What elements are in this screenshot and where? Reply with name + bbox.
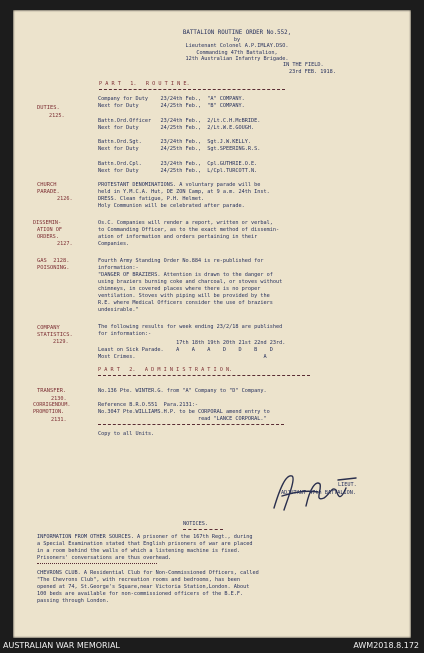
duty-row: Next for Duty 24/25th Feb., 2/Lt.W.E.GOUGH. <box>98 125 255 131</box>
notices-heading: NOTICES. <box>183 521 208 527</box>
church-line: DRESS. Clean fatigue, P.H. Helmet. <box>98 196 205 202</box>
notice-info-line: INFORMATION FROM OTHER SOURCES. A prisoner of the 167th Regt., during <box>37 534 253 540</box>
dissemination-number: 2127. <box>57 241 73 247</box>
gas-line: ventilation. Stoves with piping will be provided by the <box>98 293 270 299</box>
archive-source: AUSTRALIAN WAR MEMORIAL <box>3 641 120 650</box>
corrigendum-line: read "LANCE CORPORAL." <box>98 416 267 422</box>
duty-row: Next for Duty 24/25th Feb., "B" COMPANY. <box>98 103 245 109</box>
gas-label: POISONING. <box>37 265 70 271</box>
statistics-crimes: Most Crimes. A <box>98 354 267 360</box>
notice-chevrons-line: opened at 74, St.George's Square,near Victoria Station,London. About <box>37 584 250 590</box>
duty-row: Battn.Ord.Officer 23/24th Feb., 2/Lt.C.H.McBRIDE. <box>98 118 261 124</box>
notice-info-line: a Special Examination stated that English prisoners of war are placed <box>37 541 253 547</box>
notice-chevrons-line: "The Chevrons Club", with recreation rooms and bedrooms, has been <box>37 577 241 583</box>
statistics-label: COMPANY <box>37 325 60 331</box>
church-label: PARADE. <box>37 189 60 195</box>
statistics-line: for information:- <box>98 331 152 337</box>
gas-line: information:- <box>98 265 139 271</box>
dissemination-line: Os.C. Companies will render a report, written or verbal, <box>98 220 273 226</box>
commanding-officer: Lieutenant Colonel A.P.IMLAY.DSO. <box>185 43 289 49</box>
dissemination-line: to Commanding Officer, as to the exact method of dissemin- <box>98 227 280 233</box>
church-number: 2126. <box>57 196 73 202</box>
duties-number: 2125. <box>49 113 65 119</box>
church-label: CHURCH <box>37 182 57 188</box>
dissemination-line: ation of information and orders pertaining in their <box>98 234 258 240</box>
archive-footer <box>0 638 424 653</box>
part2-underline <box>98 375 310 376</box>
gas-line: Fourth Army Standing Order No.884 is re-published for <box>98 258 264 264</box>
statistics-days: 17th 18th 19th 20th 21st 22nd 23rd. <box>98 340 286 346</box>
brigade-line: 12th Australian Infantry Brigade. <box>185 56 289 62</box>
corrigendum-number: 2131. <box>51 417 67 423</box>
section-divider <box>98 424 284 425</box>
corrigendum-label: CORRIGENDUM. <box>33 402 71 408</box>
part1-underline <box>99 89 285 90</box>
gas-label: GAS 2128. <box>37 258 70 264</box>
notice-info-line: in a room behind the walls of which a listening machine is fixed. <box>37 548 241 554</box>
duties-label: DUTIES. <box>37 105 60 111</box>
statistics-number: 2129. <box>53 339 69 345</box>
archive-id: AWM2018.8.172 <box>353 641 419 650</box>
transfer-number: 2130. <box>51 396 67 402</box>
signature-title: ADJUTANT 47th BATTALION. <box>281 490 356 496</box>
notice-chevrons-line: passing through London. <box>37 598 109 604</box>
transfer-line: No.136 Pte. WINTER.G. from "A" Company to "D" Company. <box>98 388 267 394</box>
dissemination-label: ORDERS. <box>37 234 59 240</box>
gas-line: R.E. where Medical Officers consider the use of braziers <box>98 300 273 306</box>
statistics-line: The following results for week ending 23/2/18 are published <box>98 324 283 330</box>
copy-line: Copy to all Units. <box>98 431 155 437</box>
duty-row: Company for Duty 23/24th Feb., "A" COMPANY. <box>98 96 245 102</box>
signature-rank: LIEUT. <box>338 482 357 488</box>
dissemination-label: DISSEMIN- <box>33 220 62 226</box>
notice-chevrons-line: 100 beds are available for non-commissioned officers of the B.E.F. <box>37 591 244 597</box>
corrigendum-line: No.3047 Pte.WILLIAMS.H.P. to be CORPORAL amend entry to <box>98 409 270 415</box>
notices-separator <box>37 563 157 564</box>
order-by: by <box>233 37 241 43</box>
place-line: IN THE FIELD. <box>283 62 324 68</box>
notice-info-line: Prisoners' conversations are thus overhead. <box>37 555 172 561</box>
part2-heading: P A R T 2. A D M I N I S T R A T I O N. <box>98 367 233 373</box>
statistics-label: STATISTICS. <box>37 332 73 338</box>
part1-heading: P A R T 1. R O U T I N E. <box>99 81 190 87</box>
promotion-label: PROMOTION. <box>33 409 65 415</box>
church-line: Holy Communion will be celebrated after parade. <box>98 203 245 209</box>
gas-line: undesirable." <box>98 307 139 313</box>
gas-line: using braziers burning coke and charcoal, or stoves without <box>98 279 283 285</box>
notice-chevrons-line: CHEVRONS CLUB. A Residential Club for Non-Commissioned Officers, called <box>37 570 259 576</box>
statistics-sick-parade: Least on Sick Parade. A A A D D B D <box>98 347 273 353</box>
gas-line: "DANGER OF BRAZIERS. Attention is drawn to the danger of <box>98 272 273 278</box>
church-line: held in Y.M.C.A. Hut, DE ZON Camp, at 9 a.m. 24th Inst. <box>98 189 270 195</box>
date-line: 23rd FEB. 1918. <box>289 69 336 75</box>
dissemination-line: Companies. <box>98 241 130 247</box>
duty-row: Next for Duty 24/25th Feb., Sgt.SPEERING.R.S. <box>98 146 261 152</box>
church-line: PROTESTANT DENOMINATIONS. A voluntary parade will be <box>98 182 261 188</box>
duty-row: Battn.Ord.Sgt. 23/24th Feb., Sgt.J.W.KELLY. <box>98 139 252 145</box>
gas-line: chimneys, in covered places where there is no proper <box>98 286 261 292</box>
notices-underline <box>183 529 223 530</box>
transfer-label: TRANSFER. <box>37 388 67 394</box>
duty-row: Next for Duty 24/25th Feb., L/Cpl.TURCOTT.N. <box>98 168 258 174</box>
document-page <box>13 10 411 638</box>
corrigendum-line: Reference B.R.O.551 Para.2131:- <box>98 402 198 408</box>
order-title: BATTALION ROUTINE ORDER No.552, <box>182 30 292 36</box>
dissemination-label: ATION OF <box>37 227 62 233</box>
duty-row: Battn.Ord.Cpl. 23/24th Feb., Cpl.GUTHRIE.O.E. <box>98 161 258 167</box>
command-line: Commanding 47th Battalion, <box>196 50 278 56</box>
